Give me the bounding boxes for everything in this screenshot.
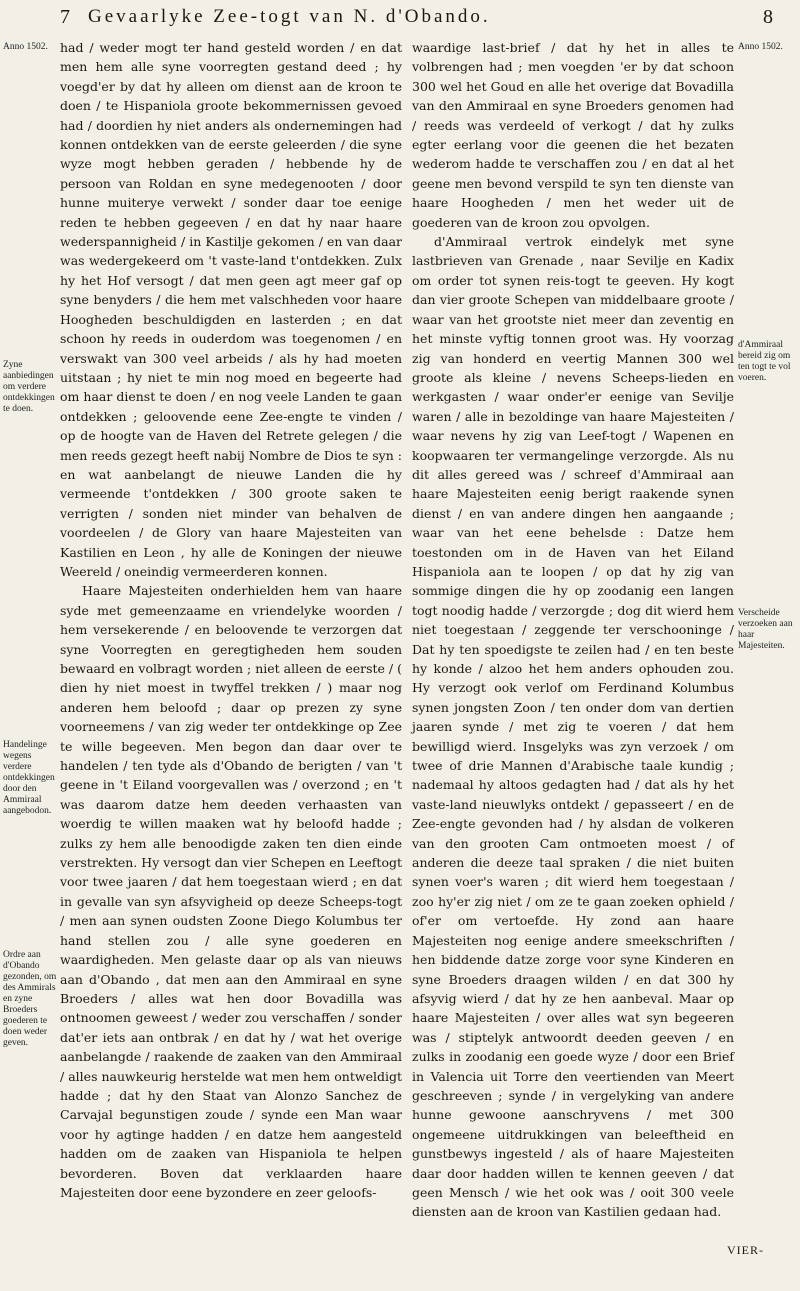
right-text-column (412, 38, 734, 1222)
margin-note-orders: Ordre aan d'Obando gezonden, om des Ammirals en zyne Broeders goederen te doen weder geven. (3, 950, 57, 1048)
margin-note-anno-right: Anno 1502. (738, 42, 783, 52)
running-head (60, 6, 800, 32)
catchword: VIER- (727, 1243, 764, 1257)
margin-note-preparations: d'Ammiraal bereid zig om ten togt te vol voeren. (738, 340, 791, 383)
paragraph: Haare Majesteiten onderhielden hem van haare syde met gemeenzaame en vriendelyke woorden / hem versekerende / en beloovende te verzorgen dat syne Voorregten en geregtigheden hem souden bewaard en volbragt worden ; niet alleen de eerste / ( dien hy niet moest in twyffel trekken / ) maar nog anderen hem beloofd ; daar op prezen zy syne voorneemens / van zig weder ter ontdekkinge op Zee te wille begeeven. Men begon dan daar over te handelen / ten tyde als d'Obando de berigten / van 't geene in 't Eiland voorgevallen was / overzond ; en 't was daarom datze hem deeden verhaasten van woerdig te willen maaken wat hy beloofd hadde ; zulks zy hem alle benoodigde zaken ten dien einde verstrekten. Hy versogt dan vier Schepen en Leeftogt voor twee jaaren / dat hem toegestaan wierd ; en dat in gevalle van syn afsyvigheid op deeze Scheeps-togt / men aan synen oudsten Zoone Diego Kolumbus ter hand stellen zou / alle syne goederen en waardigheden. Men gelaste daar op als van nieuws aan d'Obando , dat men aan den Ammiraal en syne Broeders / alles wat hen door Bovadilla was ontnoomen geweest / weder zou verschaffen / sonder dat'er iets aan ontbrak / en dat hy / wat het overige aanbelangde / raakende de zaaken van den Ammiraal / alles nauwkeurig herstelde wat men hem ontweldigt hadde ; dat hy den Staat van Alonzo Sanchez de Carvajal begunstigen zoude / synde een Man waar voor hy agtinge hadden / en datze hem aangesteld hadden om de zaaken van Hispaniola te helpen bevorderen. Boven dat verklaarden haare Majesteiten door eene byzondere en zeer geloofs- (60, 583, 402, 1200)
margin-note-anno-left: Anno 1502. (3, 42, 48, 52)
paragraph: waardige last-brief / dat hy het in alles te volbrengen had ; men voegden 'er by dat schoon 300 wel het Goud en alle het overige dat Bovadilla van den Ammiraal en syne Broeders genomen had / reeds was verdeeld of verkogt / dat hy zulks egter eerlang voor die geenen die het bezaten wederom hadde te verschaffen zou / en dat al het geene men bevond verspild te syn ten dienste van haare Hoogheden / men het weder uit de goederen van de kroon zou opvolgen. (412, 40, 734, 230)
paragraph: d'Ammiraal vertrok eindelyk met syne lastbrieven van Grenade , naar Sevilje en Kadix om order tot synen reis-togt te geeven. Hy kogt dan vier groote Schepen van middelbaare groote / waar van het grootste niet meer dan zeventig en het minste vyftig tonnen groot was. Hy voorzag zig van honderd en veertig Mannen 300 wel groote als kleine / nevens Scheeps-lieden en werkgasten / waar onder'er eenige van Sevilje waren / alle in bezoldinge van haare Majesteiten / waar nevens hy zig van Leef-togt / Wapenen en koopwaaren ter vermangelinge verzorgde. Als nu dit alles gereed was / schreef d'Ammiraal aan haare Majesteiten eenig berigt raakende synen dienst / en van andere dingen hen aangaande ; waar van het eene behelsde : Datze hem toestonden om in de Haven van het Eiland Hispaniola aan te loopen / op dat hy zig van sommige dingen die hy op zoodanig een langen togt noodig hadde / verzorgde ; dog dit wierd hem niet toegestaan / zeggende ter verschooninge / Dat hy ten spoedigste te zeilen had / en ten beste hy konde / alzoo het hem anders ophouden zou. Hy verzogt ook verlof om Ferdinand Kolumbus synen jongsten Zoon / ten onder dom van dertien jaaren synde / met zig te voeren / dat hem bewilligd wierd. Insgelyks was zyn verzoek / om twee of drie Mannen d'Arabische taale kundig ; nademaal hy altoos gedagten had / dat als hy het vaste-land nieuwlyks ontdekt / gepasseert / en de Zee-engte gevonden had / hy alsdan de volkeren van den grooten Cam ontmoeten moest / of anderen die deeze taal spraken / die niet buiten synen voer's waren ; dit wierd hem toegestaan / zoo hy'er zig niet / om ze te gaan zoeken ophield / of'er om vertoefde. Hy zond aan haare Majesteiten nog eenige andere smeekschriften / hen biddende datze zorge voor syne Kinderen en syne Broeders draagen wilden / en dat 300 hy afsyvig wierd / dat hy ze hen aanbeval. Maar op haare Majesteiten / over alles wat syn begeeren was / stiptelyk antwoordt deeden geeven / en zulks in zoodanig een goede wyze / door een Brief in Valencia uit Torre den veertienden van Meert geschreeven ; synde / in vergelyking van andere hunne gewoone aanschryvens / met 300 ongemeene uitdrukkingen van beleeftheid en gunstbewys ingesteld / als of haare Majesteiten daar door hadden willen te kennen geeven / dat geen Mensch / wie het ook was / ooit 300 veele diensten aan de kroon van Kastilien gedaan had. (412, 234, 734, 1220)
margin-note-offers: Zyne aanbiedingen om verdere ontdekkingen te doen. (3, 360, 55, 414)
right-page-number: 8 (763, 6, 776, 28)
paragraph: had / weder mogt ter hand gesteld worden / en dat men hem alle syne voorregten gestand deed ; hy voegd'er by dat hy alleen om dienst aan de kroon te doen / te Hispaniola groote bekommernissen gevoed had / doordien hy niet anders als ondernemingen had konnen ontdekken van de eerste geleerden / die syne wyze mogt hebben geraden / hebbende hy de persoon van Roldan en syne medegenooten / door hunne muiterye verwekt / sonder daar toe eenige reden te hebben gegeeven / en dat hy naar haare wederspannigheid / in Kastilje gekomen / en van daar was wedergekeerd om 't vaste-land t'ontdekken. Zulx hy het Hof versogt / dat men geen agt meer gaf op syne benyders / die hem met valschheden voor haare Hoogheden beschuldigden en lasterden ; en dat schoon hy reeds in ouderdom was toegenomen / en verswakt van 300 veel arbeids / als hy had moeten uitstaan ; hy niet te min nog moed en begeerte had om haar dienst te doen / en nog veele Landen te gaan ontdekken ; geloovende eene Zee-engte te vinden / op de hoogte van de Haven del Retrete gelegen / die men reeds gezegt heeft nabij Nombre de Dios te syn : en wat aanbelangt de nieuwe Landen die hy vermeende t'ontdekken / 300 groote saken te verrigten / sonden niet minder van behalven de voordeelen / de Glory van haare Majesteiten van Kastilien en Leon , hy alle de Koningen der nieuwe Weereld / oneindig vermeerderen konnen. (60, 40, 402, 579)
margin-note-negotiations: Handelinge wegens verdere ontdekkingen door den Ammiraal aangebodon. (3, 740, 55, 816)
margin-note-requests: Verscheide verzoeken aan haar Majesteiten. (738, 608, 793, 651)
left-page-number: 7 (60, 6, 73, 28)
running-title: Gevaarlyke Zee-togt van N. d'Obando. (88, 6, 491, 27)
left-text-column (60, 38, 402, 1202)
